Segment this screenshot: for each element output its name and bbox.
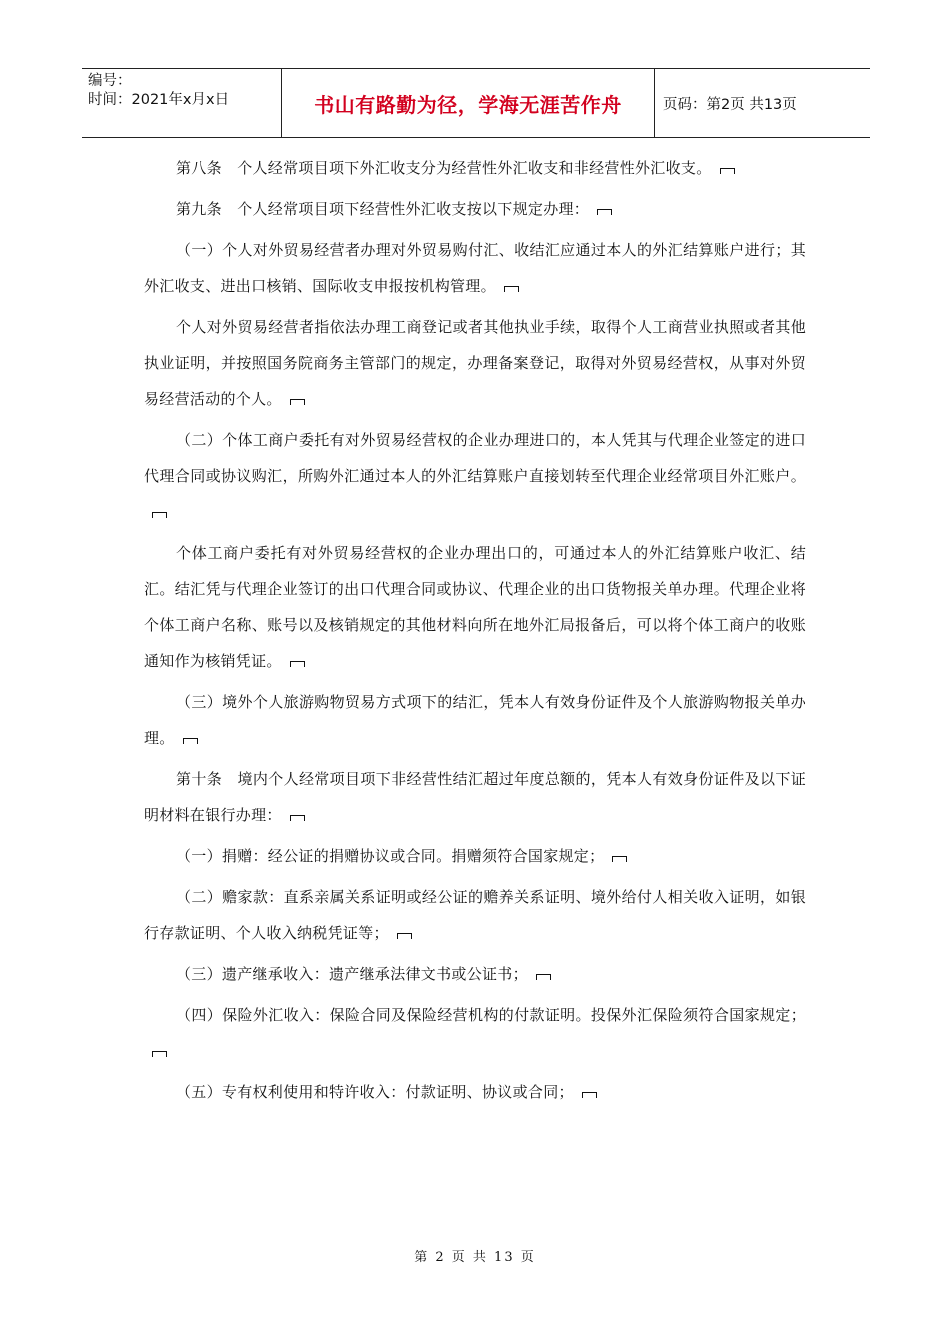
document-number-label: 编号： bbox=[88, 73, 132, 89]
paragraph-mark-icon bbox=[582, 1092, 597, 1098]
paragraph-text: 个人对外贸易经营者指依法办理工商登记或者其他执业手续，取得个人工商营业执照或者其他执业证明，并按照国务院商务主管部门的规定，办理备案登记，取得对外贸易经营权，从事对外贸易经营活动的个人。 bbox=[144, 318, 806, 408]
document-header bbox=[82, 68, 870, 138]
paragraph-mark-icon bbox=[397, 933, 412, 939]
page-footer: 第 2 页 共 13 页 bbox=[414, 1250, 536, 1265]
paragraph-mark-icon bbox=[290, 399, 305, 405]
article-10-item-4-paragraph bbox=[144, 997, 806, 1069]
header-motto: 书山有路勤为径，学海无涯苦作舟 bbox=[282, 69, 655, 137]
article-10-item-5-paragraph bbox=[144, 1074, 806, 1110]
paragraph-text: （四）保险外汇收入：保险合同及保险经营机构的付款证明。投保外汇保险须符合国家规定； bbox=[176, 1006, 806, 1024]
paragraph-mark-icon bbox=[612, 856, 627, 862]
paragraph-text: 第八条 个人经常项目项下外汇收支分为经营性外汇收支和非经营性外汇收支。 bbox=[176, 159, 712, 177]
article-8-paragraph bbox=[144, 150, 806, 186]
article-9-item-3-paragraph bbox=[144, 684, 806, 756]
paragraph-mark-icon bbox=[290, 661, 305, 667]
paragraph-text: （二）赡家款：直系亲属关系证明或经公证的赡养关系证明、境外给付人相关收入证明，如银行存款证明、个人收入纳税凭证等； bbox=[144, 888, 806, 942]
article-9-item-2-export bbox=[144, 535, 806, 679]
paragraph-text: 第九条 个人经常项目项下经营性外汇收支按以下规定办理： bbox=[176, 200, 590, 218]
article-9-item-2-paragraph bbox=[144, 422, 806, 530]
article-9-item-1-definition bbox=[144, 309, 806, 417]
paragraph-mark-icon bbox=[152, 512, 167, 518]
article-10-item-3-paragraph bbox=[144, 956, 806, 992]
article-9-item-1-paragraph bbox=[144, 232, 806, 304]
article-9-paragraph bbox=[144, 191, 806, 227]
document-time-label: 时间：2021年x月x日 bbox=[88, 92, 230, 108]
article-10-item-2-paragraph bbox=[144, 879, 806, 951]
paragraph-mark-icon bbox=[504, 286, 519, 292]
article-10-paragraph bbox=[144, 761, 806, 833]
paragraph-mark-icon bbox=[597, 209, 612, 215]
header-meta bbox=[82, 69, 282, 137]
paragraph-mark-icon bbox=[536, 974, 551, 980]
header-page-info: 页码：第2页 共13页 bbox=[663, 96, 797, 113]
paragraph-text: （一）个人对外贸易经营者办理对外贸易购付汇、收结汇应通过本人的外汇结算账户进行；其外汇收支、进出口核销、国际收支申报按机构管理。 bbox=[144, 241, 806, 295]
article-10-item-1-paragraph bbox=[144, 838, 806, 874]
paragraph-text: （二）个体工商户委托有对外贸易经营权的企业办理进口的，本人凭其与代理企业签定的进口代理合同或协议购汇，所购外汇通过本人的外汇结算账户直接划转至代理企业经常项目外汇账户。 bbox=[144, 431, 806, 485]
paragraph-text: （一）捐赠：经公证的捐赠协议或合同。捐赠须符合国家规定； bbox=[176, 847, 605, 865]
paragraph-text: 第十条 境内个人经常项目项下非经营性结汇超过年度总额的，凭本人有效身份证件及以下证明材料在银行办理： bbox=[144, 770, 806, 824]
paragraph-mark-icon bbox=[720, 168, 735, 174]
paragraph-text: （三）遗产继承收入：遗产继承法律文书或公证书； bbox=[176, 965, 528, 983]
paragraph-text: 个体工商户委托有对外贸易经营权的企业办理出口的，可通过本人的外汇结算账户收汇、结汇。结汇凭与代理企业签订的出口代理合同或协议、代理企业的出口货物报关单办理。代理企业将个体工商户名称、账号以及核销规定的其他材料向所在地外汇局报备后，可以将个体工商户的收账通知作为核销凭证。 bbox=[144, 544, 806, 670]
paragraph-mark-icon bbox=[152, 1051, 167, 1057]
paragraph-text: （五）专有权利使用和特许收入：付款证明、协议或合同； bbox=[176, 1083, 574, 1101]
paragraph-mark-icon bbox=[183, 738, 198, 744]
paragraph-text: （三）境外个人旅游购物贸易方式项下的结汇，凭本人有效身份证件及个人旅游购物报关单办理。 bbox=[144, 693, 806, 747]
paragraph-mark-icon bbox=[290, 815, 305, 821]
document-body bbox=[144, 150, 806, 1115]
